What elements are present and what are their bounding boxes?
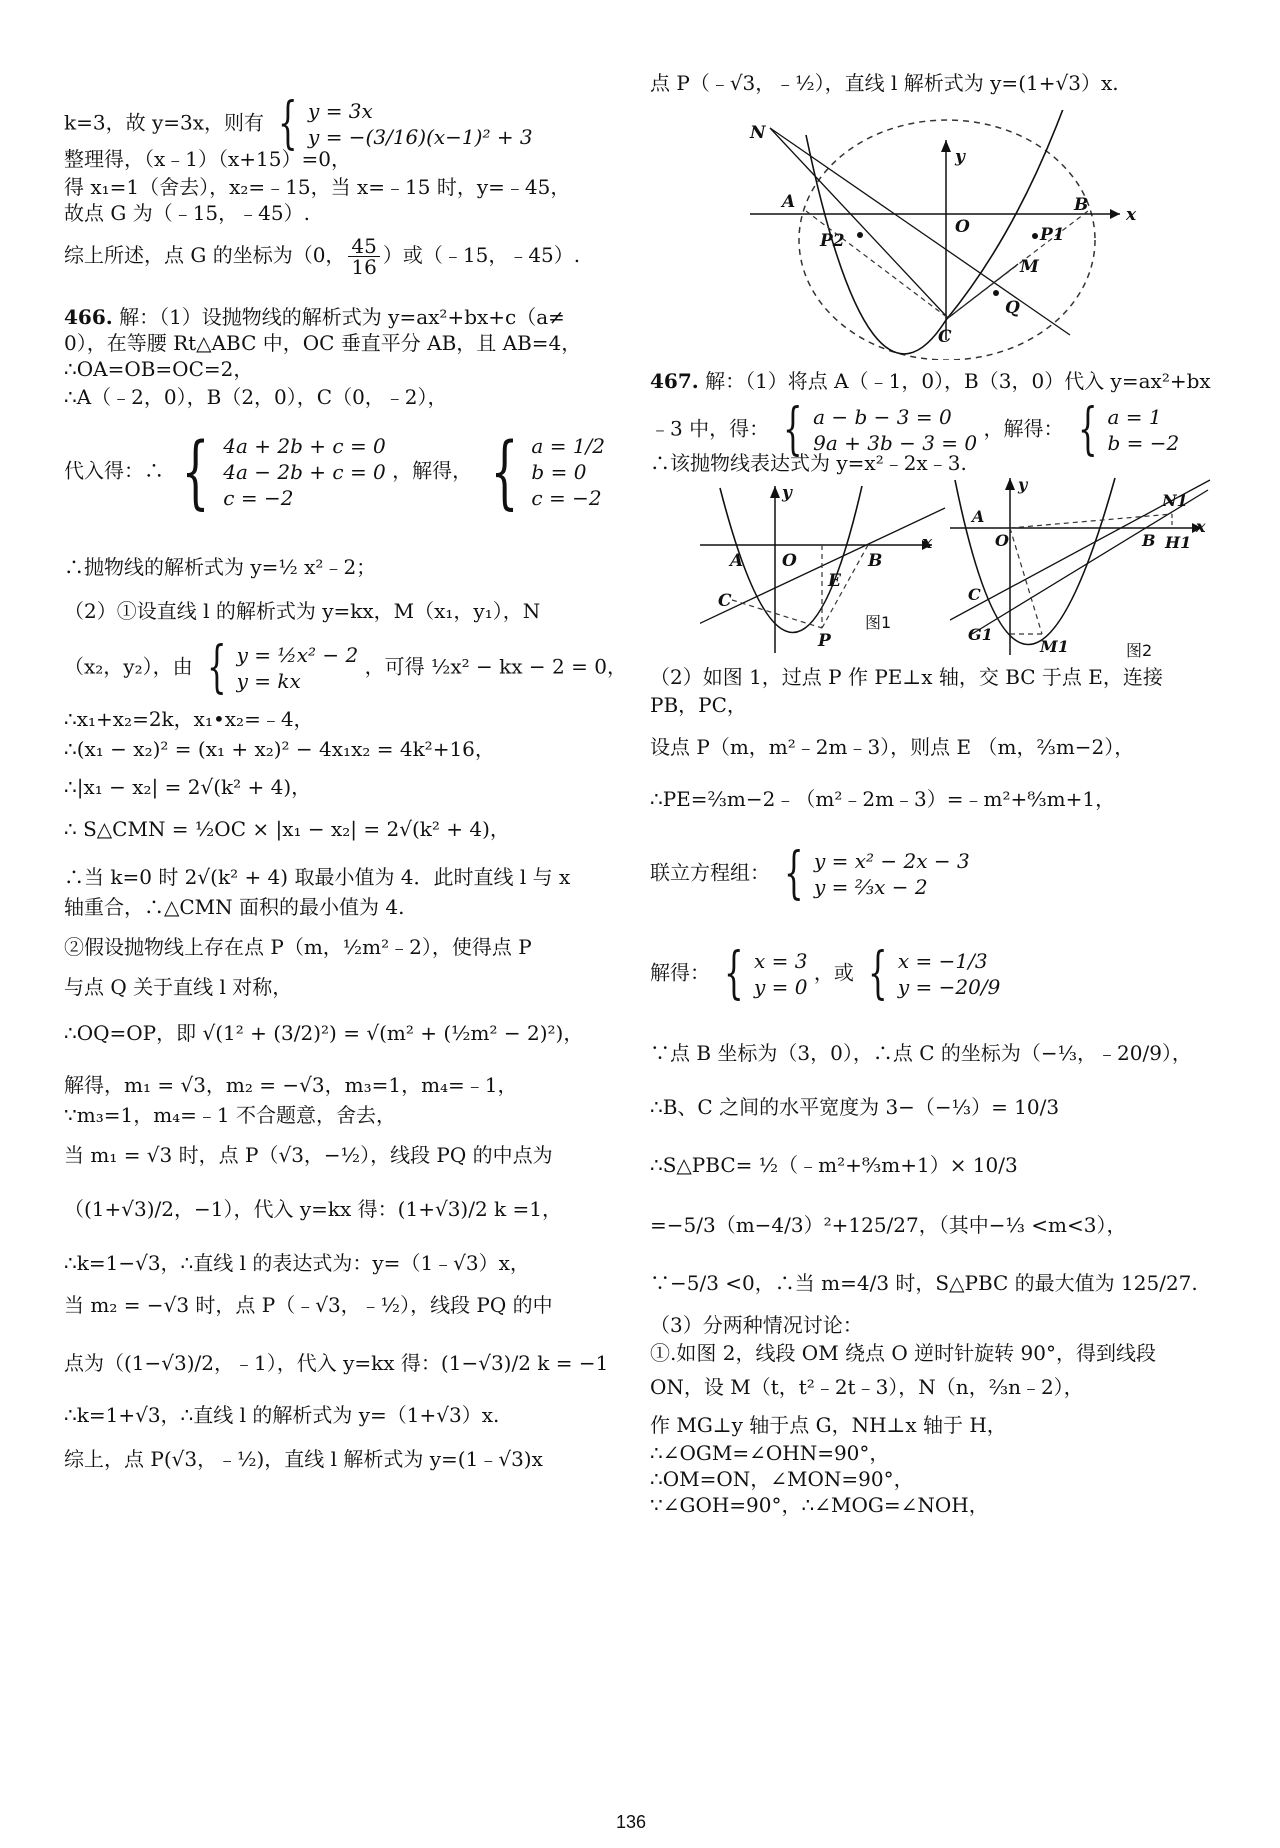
text-line: （3）分两种情况讨论：	[650, 1313, 863, 1337]
equation-system: { y = ½x² − 2 y = kx	[207, 635, 359, 700]
figure-caption: 图1	[865, 613, 892, 632]
parabola-circle-figure	[740, 110, 1160, 360]
text-line: ∴∠OGM=∠OHN=90°，	[650, 1441, 890, 1465]
label-N: N	[750, 123, 766, 143]
label-G1: G1	[968, 625, 993, 644]
text-line: ∴|x₁ − x₂| = 2√(k² + 4)，	[64, 775, 312, 799]
text-line: ∵点 B 坐标为（3，0），∴点 C 的坐标为（−⅓，﹣20/9），	[650, 1041, 1192, 1065]
equation-system: { x = 3 y = 0	[724, 941, 808, 1006]
text-line: 解得，m₁ = √3，m₂ = −√3，m₃=1，m₄=﹣1，	[64, 1073, 518, 1097]
label-x: x	[1126, 205, 1137, 225]
text-line: ∴S△PBC= ½（﹣m²+⁸⁄₃m+1）× 10/3	[650, 1153, 1018, 1177]
text-line: （x₂，y₂），由 { y = ½x² − 2 y = kx ，可得 ½x² − kx − 2 = 0，	[64, 635, 627, 700]
equation-system: { a = 1/2 b = 0 c = −2	[489, 425, 606, 518]
text-line: ∴x₁+x₂=2k，x₁•x₂=﹣4，	[64, 707, 314, 731]
label-x: x	[1196, 517, 1206, 536]
label-N1: N1	[1162, 491, 1188, 510]
text-line: 整理得，（x﹣1）（x+15）=0，	[64, 147, 351, 171]
point-P2	[857, 232, 863, 238]
text-line: 代入得：∴ { 4a + 2b + c = 0 4a − 2b + c = 0 c = −2 ，解得， { a = 1/2 b = 0 c = −2	[64, 425, 606, 518]
text-line: ∴k=1−√3，∴直线 l 的表达式为：y=（1﹣√3）x，	[64, 1251, 530, 1275]
text-line: 466. 解：（1）设抛物线的解析式为 y=ax²+bx+c（a≠	[64, 305, 565, 329]
equation-system: { y = x² − 2x − 3 y = ⅔x − 2	[784, 841, 970, 906]
label-Q: Q	[1005, 298, 1020, 318]
text-line: （2）如图 1，过点 P 作 PE⊥x 轴，交 BC 于点 E，连接	[650, 665, 1163, 689]
line-l	[770, 128, 1070, 335]
text-line: 解得： { x = 3 y = 0 ，或 { x = −1/3 y = −20/9	[650, 941, 1001, 1006]
text-line: 综上，点 P(√3，﹣½)，直线 l 解析式为 y=(1﹣√3)x	[64, 1447, 543, 1471]
label-C: C	[938, 327, 952, 347]
label-O: O	[955, 217, 970, 237]
text-line: ∴OA=OB=OC=2，	[64, 357, 254, 381]
text-line: ∴(x₁ − x₂)² = (x₁ + x₂)² − 4x₁x₂ = 4k²+16，	[64, 737, 495, 761]
text-line: （(1+√3)/2，−1），代入 y=kx 得：(1+√3)/2 k =1，	[64, 1197, 563, 1221]
text-line: ∵m₃=1，m₄=﹣1 不合题意，舍去，	[64, 1103, 397, 1127]
text-line: 作 MG⊥y 轴于点 G，NH⊥x 轴于 H，	[650, 1413, 1007, 1437]
text-line: 点 P（﹣√3，﹣½），直线 l 解析式为 y=(1+√3）x.	[650, 71, 1119, 95]
point-P1	[1032, 233, 1038, 239]
equation-system: { a = 1 b = −2	[1077, 397, 1180, 462]
equation-system: { a − b − 3 = 0 9a + 3b − 3 = 0	[783, 397, 978, 462]
label-C: C	[718, 591, 732, 611]
label-B: B	[1074, 195, 1089, 215]
segment-NC	[770, 128, 948, 318]
label-M1: M1	[1040, 637, 1069, 656]
text-line: PB，PC，	[650, 693, 747, 717]
text-line: ∴OQ=OP，即 √(1² + (3/2)²) = √(m² + (½m² − 2)²)，	[64, 1021, 584, 1045]
figure-1	[700, 478, 950, 658]
text-line: 轴重合，∴△CMN 面积的最小值为 4.	[64, 895, 405, 919]
text-line: ①.如图 2，线段 OM 绕点 O 逆时针旋转 90°，得到线段	[650, 1341, 1156, 1365]
parabola-curve	[806, 110, 1070, 354]
text-line: =−5/3（m−4/3）²+125/27，（其中−⅓ <m<3），	[650, 1213, 1127, 1237]
text-line: ∴该抛物线表达式为 y=x²﹣2x﹣3.	[650, 451, 967, 475]
point-Q	[993, 290, 999, 296]
text-line: ∴PE=⅔m−2﹣（m²﹣2m﹣3）=﹣m²+⁸⁄₃m+1，	[650, 787, 1116, 811]
text-line: 故点 G 为（﹣15，﹣45）.	[64, 201, 310, 225]
text-line: ∴k=1+√3，∴直线 l 的解析式为 y=（1+√3）x.	[64, 1403, 500, 1427]
figure-caption: 图2	[1126, 641, 1153, 660]
label-y: y	[1018, 475, 1028, 494]
label-B: B	[868, 551, 883, 571]
y-axis-arrow	[1005, 478, 1015, 490]
text-line: 当 m₂ = −√3 时，点 P（﹣√3，﹣½），线段 PQ 的中	[64, 1293, 553, 1317]
text-line: ∴ S△CMN = ½OC × |x₁ − x₂| = 2√(k² + 4)，	[64, 817, 510, 841]
text-line: ∴A（﹣2，0），B（2，0），C（0，﹣2），	[64, 385, 448, 409]
problem-number: 466.	[64, 305, 113, 329]
label-A: A	[782, 192, 796, 212]
label-O: O	[995, 531, 1009, 550]
text-line: ∴OM=ON，∠MON=90°，	[650, 1467, 914, 1491]
text-line: ②假设抛物线上存在点 P（m，½m²﹣2），使得点 P	[64, 935, 532, 959]
text-line: k=3，故 y=3x，则有 { y = 3x y = −(3/16)(x−1)² + 3	[64, 91, 533, 156]
equation-system: { 4a + 2b + c = 0 4a − 2b + c = 0 c = −2	[181, 425, 386, 518]
label-E: E	[828, 571, 841, 591]
text-line: 0），在等腰 Rt△ABC 中，OC 垂直平分 AB，且 AB=4，	[64, 331, 582, 355]
x-axis-arrow	[1110, 209, 1120, 219]
text-line: 设点 P（m，m²﹣2m﹣3），则点 E （m，⅔m−2），	[650, 735, 1135, 759]
text-line: 综上所述，点 G 的坐标为（0， $\frac{45}{16}$ ）或（﹣15，﹣45）.	[64, 234, 581, 279]
label-A: A	[972, 507, 985, 526]
equation-system: { y = 3x y = −(3/16)(x−1)² + 3	[278, 91, 533, 156]
label-y: y	[782, 483, 792, 503]
y-axis-arrow	[770, 486, 780, 498]
figure-2	[950, 470, 1220, 660]
label-O: O	[782, 551, 797, 571]
text-line: 467. 解：（1）将点 A（﹣1，0），B（3，0）代入 y=ax²+bx	[650, 369, 1211, 393]
equation-system: { x = −1/3 y = −20/9	[868, 941, 1001, 1006]
text-line: 当 m₁ = √3 时，点 P（√3，−½），线段 PQ 的中点为	[64, 1143, 553, 1167]
text-line: ∴B、C 之间的水平宽度为 3−（−⅓）= 10/3	[650, 1095, 1060, 1119]
label-P: P	[818, 631, 831, 651]
label-C: C	[968, 585, 981, 604]
label-A: A	[730, 551, 744, 571]
problem-number: 467.	[650, 369, 699, 393]
text-line: ∴当 k=0 时 2√(k² + 4) 取最小值为 4．此时直线 l 与 x	[64, 865, 571, 889]
text-line: 得 x₁=1（舍去），x₂=﹣15，当 x=﹣15 时，y=﹣45，	[64, 175, 571, 199]
text-line: ∴抛物线的解析式为 y=½ x²﹣2；	[64, 555, 377, 579]
dashed-AC	[806, 211, 948, 318]
line-parallel	[972, 490, 1208, 634]
text-line: ∵−5/3 <0，∴当 m=4/3 时，S△PBC 的最大值为 125/27.	[650, 1271, 1198, 1295]
label-M: M	[1020, 257, 1039, 277]
label-y: y	[955, 147, 965, 167]
label-P2: P2	[820, 231, 845, 251]
label-P1: P1	[1040, 225, 1065, 245]
text-line: 点为（(1−√3)/2，﹣1），代入 y=kx 得：(1−√3)/2 k = −1	[64, 1351, 609, 1375]
dashed-ON1	[1010, 514, 1172, 528]
text-line: 联立方程组： { y = x² − 2x − 3 y = ⅔x − 2	[650, 841, 970, 906]
dashed-CP	[732, 600, 822, 628]
text-line: ∵∠GOH=90°，∴∠MOG=∠NOH，	[650, 1493, 989, 1517]
fraction: $\frac{45}{16}$	[348, 236, 379, 277]
label-x: x	[922, 533, 933, 553]
text-line: ON，设 M（t，t²﹣2t﹣3），N（n，⅔n﹣2），	[650, 1375, 1084, 1399]
text-line: ﹣3 中，得： { a − b − 3 = 0 9a + 3b − 3 = 0 ，解得： { a = 1 b = −2	[650, 397, 1180, 462]
text-line: （2）①设直线 l 的解析式为 y=kx，M（x₁，y₁），N	[64, 599, 541, 623]
label-H1: H1	[1165, 533, 1192, 552]
text-line: 与点 Q 关于直线 l 对称，	[64, 975, 293, 999]
label-B: B	[1142, 531, 1156, 550]
page-number: 136	[616, 1812, 647, 1832]
dashed-OM1	[1010, 528, 1042, 634]
y-axis-arrow	[941, 140, 951, 152]
